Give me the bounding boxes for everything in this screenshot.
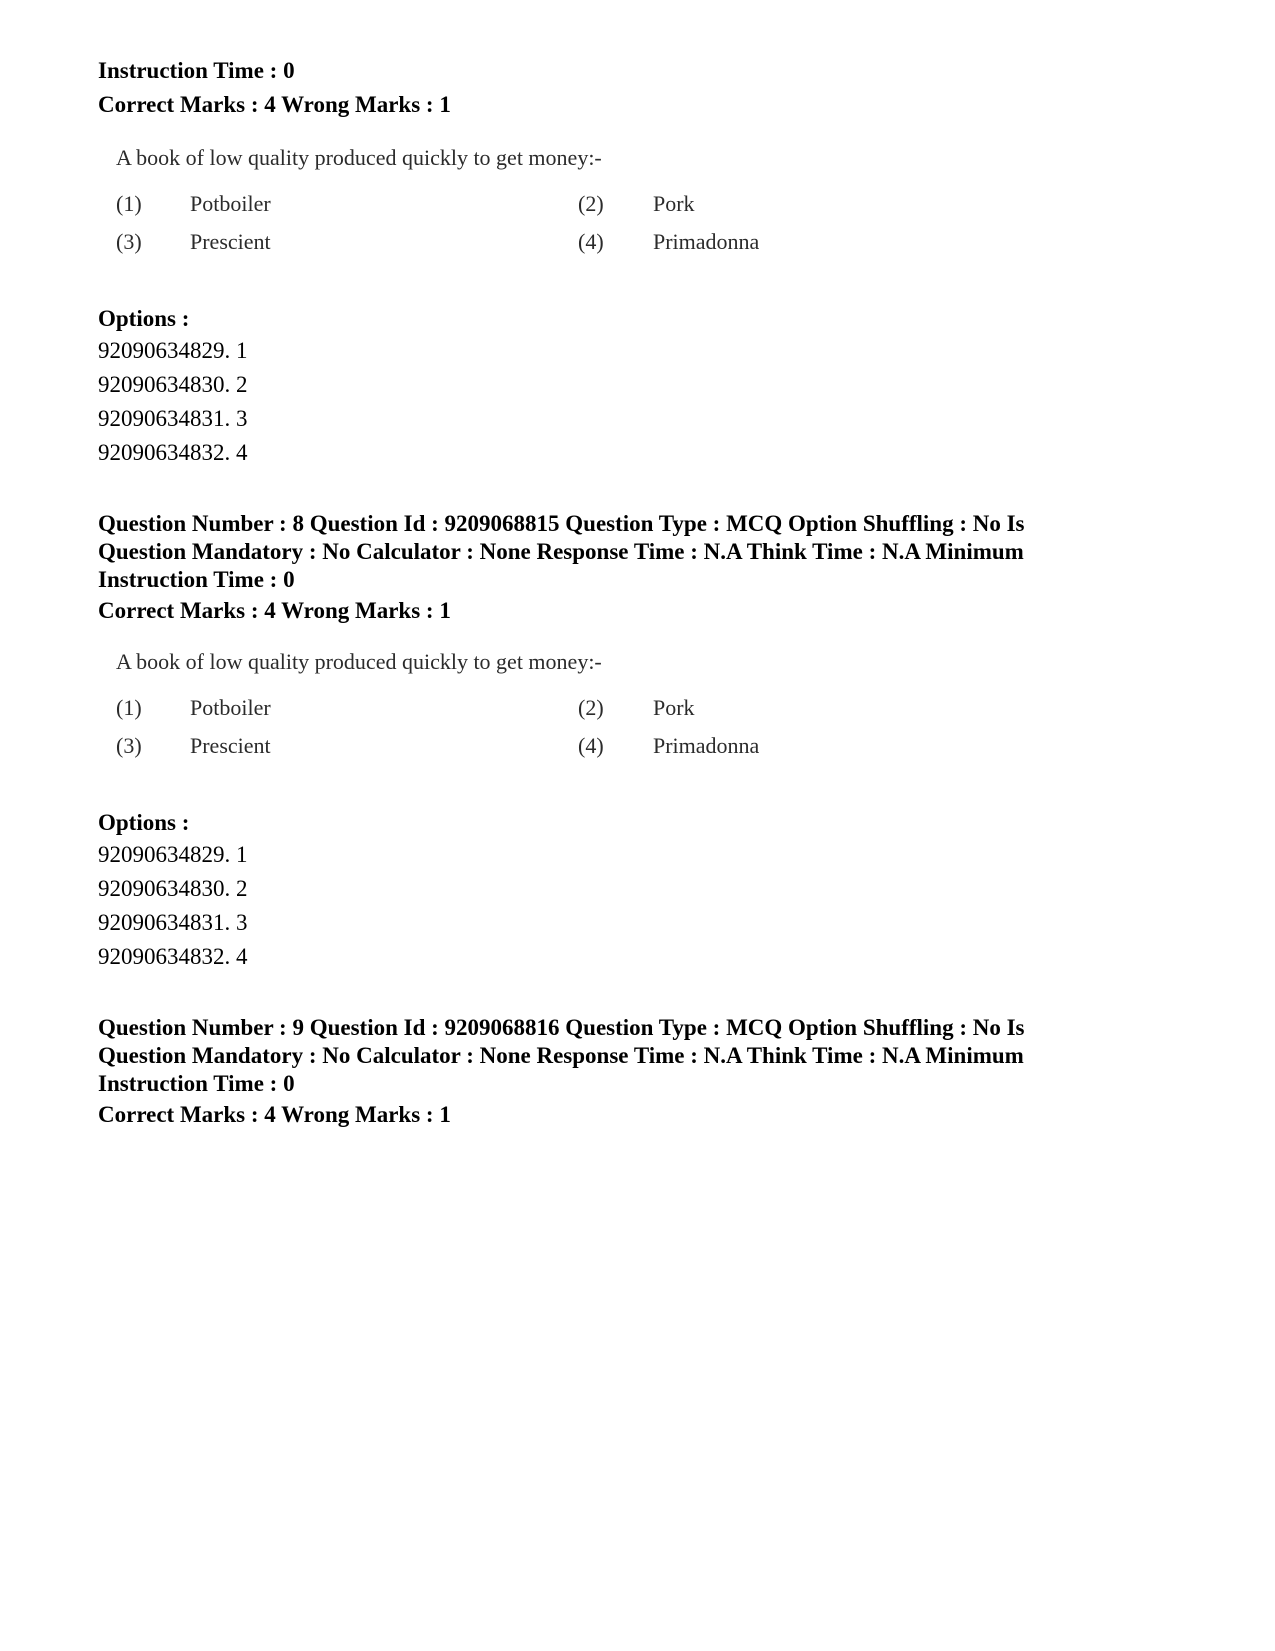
choice-number: (1) [116,191,142,216]
choice-number: (3) [116,229,142,254]
choice-text: Potboiler [190,191,271,216]
choice-number: (1) [116,695,142,720]
question-9-meta-line: Question Number : 9 Question Id : 9209068816 Question Type : MCQ Option Shuffling : No Is [98,1015,1025,1040]
option-item: 92090634830. 2 [98,372,248,397]
question-8-meta-line: Instruction Time : 0 [98,567,295,592]
choice-number: (2) [578,695,604,720]
question-9-meta-line: Instruction Time : 0 [98,1071,295,1096]
option-item: 92090634829. 1 [98,842,248,867]
question-9-marks: Correct Marks : 4 Wrong Marks : 1 [98,1102,451,1127]
option-item: 92090634831. 3 [98,910,248,935]
question-stem: A book of low quality produced quickly to get money:- [116,145,602,170]
question-8-options-label: Options : [98,810,190,835]
choice-text: Primadonna [653,733,760,758]
question-8-meta-line: Question Number : 8 Question Id : 9209068815 Question Type : MCQ Option Shuffling : No Is [98,511,1025,536]
choice-number: (4) [578,229,604,254]
option-item: 92090634829. 1 [98,338,248,363]
choice-text: Prescient [190,229,271,254]
choice-text: Primadonna [653,229,760,254]
question-9-header [98,1014,1178,1098]
choice-text: Potboiler [190,695,271,720]
option-item: 92090634831. 3 [98,406,248,431]
question-8-header [98,510,1178,594]
question-8-options-list [98,838,248,974]
choice-number: (4) [578,733,604,758]
question-stem: A book of low quality produced quickly to get money:- [116,649,602,674]
question-image [98,145,818,285]
option-item: 92090634830. 2 [98,876,248,901]
options-label: Options : [98,306,190,331]
options-list [98,334,248,470]
question-8-marks: Correct Marks : 4 Wrong Marks : 1 [98,598,451,623]
choice-text: Pork [653,695,695,720]
question-9-meta-line: Question Mandatory : No Calculator : None Response Time : N.A Think Time : N.A Minimum [98,1043,1024,1068]
choice-number: (3) [116,733,142,758]
instruction-time: Instruction Time : 0 [98,58,295,83]
option-item: 92090634832. 4 [98,944,248,969]
choice-text: Pork [653,191,695,216]
option-item: 92090634832. 4 [98,440,248,465]
marks-line: Correct Marks : 4 Wrong Marks : 1 [98,92,451,117]
question-8-meta-line: Question Mandatory : No Calculator : None Response Time : N.A Think Time : N.A Minimum [98,539,1024,564]
question-8-image [98,649,818,789]
choice-text: Prescient [190,733,271,758]
choice-number: (2) [578,191,604,216]
